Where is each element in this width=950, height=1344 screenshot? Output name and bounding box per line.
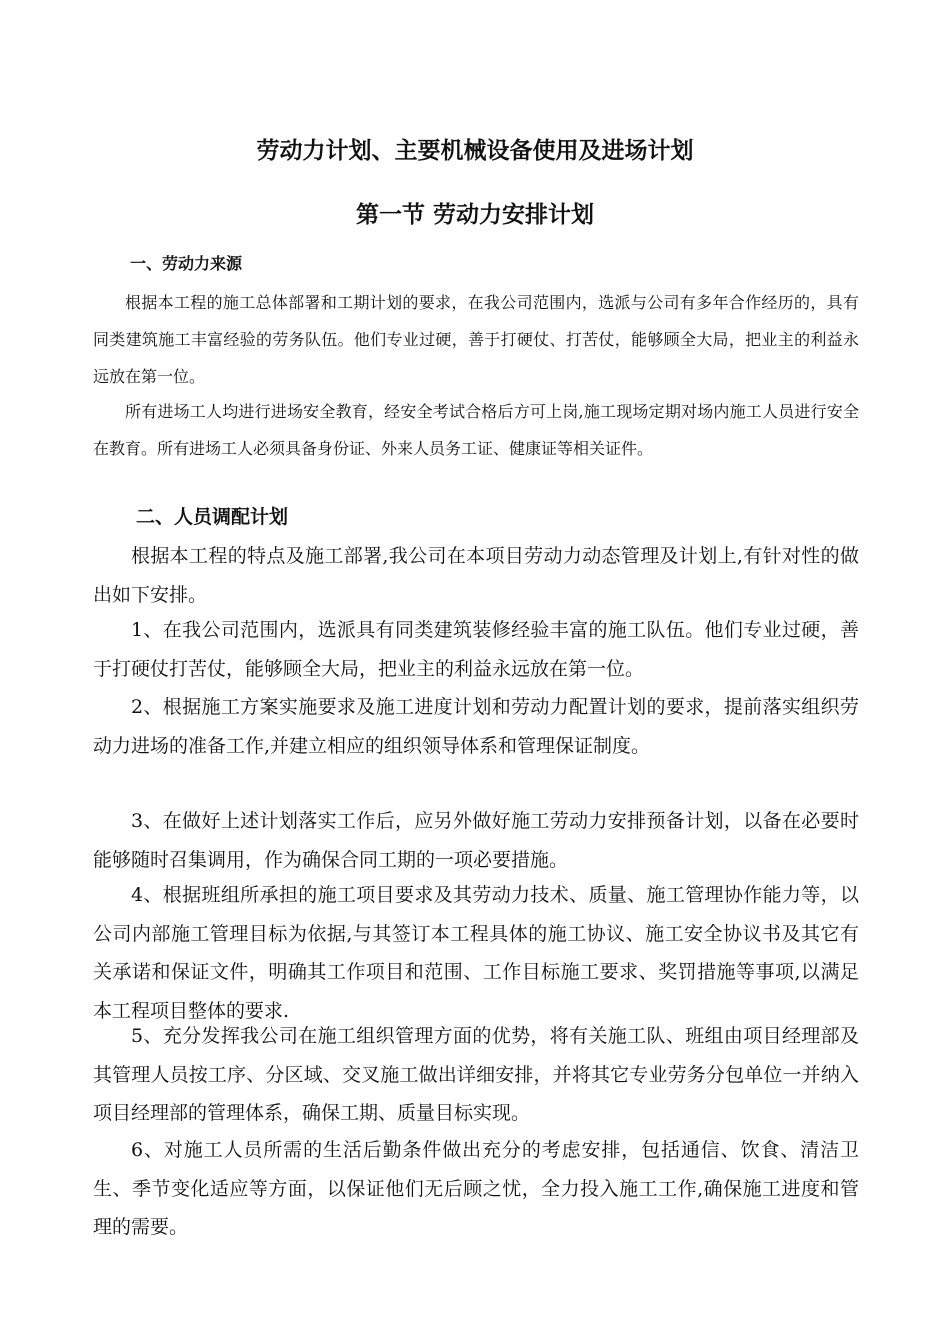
paragraph-staffing-item-1: 1、在我公司范围内，选派具有同类建筑装修经验丰富的施工队伍。他们专业过硬，善于打硬仗打苦仗，能够顾全大局，把业主的利益永远放在第一位。 xyxy=(93,619,859,680)
paragraph-staffing-item-5: 5、充分发挥我公司在施工组织管理方面的优势，将有关施工队、班组由项目经理部及其管理人员按工序、分区域、交叉施工做出详细安排，并将其它专业劳务分包单位一并纳入项目经理部的管理体系，确保工期、质量目标实现。 xyxy=(93,1025,859,1124)
paragraph-staffing-item-4: 4、根据班组所承担的施工项目要求及其劳动力技术、质量、施工管理协作能力等，以公司内部施工管理目标为依据,与其签订本工程具体的施工协议、施工安全协议书及其它有关承诺和保证文件，明确其工作项目和范围、工作目标施工要求、奖罚措施等事项,以满足本工程项目整体的要求. xyxy=(93,884,859,1022)
paragraph-labor-source-1: 根据本工程的施工总体部署和工期计划的要求，在我公司范围内，选派与公司有多年合作经历的，具有同类建筑施工丰富经验的劳务队伍。他们专业过硬，善于打硬仗、打苦仗，能够顾全大局，把业主的利益永远放在第一位。 xyxy=(93,293,859,386)
paragraph-staffing-item-6: 6、对施工人员所需的生活后勤条件做出充分的考虑安排，包括通信、饮食、清洁卫生、季节变化适应等方面，以保证他们无后顾之忧，全力投入施工工作,确保施工进度和管理的需要。 xyxy=(93,1139,859,1238)
document-title: 劳动力计划、主要机械设备使用及进场计划 xyxy=(256,137,694,164)
heading-labor-source: 一、劳动力来源 xyxy=(130,254,243,273)
heading-staffing-plan: 二、人员调配计划 xyxy=(136,506,289,528)
paragraph-staffing-intro: 根据本工程的特点及施工部署,我公司在本项目劳动力动态管理及计划上,有针对性的做出如下安排。 xyxy=(93,545,859,606)
paragraph-staffing-item-3: 3、在做好上述计划落实工作后，应另外做好施工劳动力安排预备计划，以备在必要时能够随时召集调用，作为确保合同工期的一项必要措施。 xyxy=(93,810,859,871)
paragraph-staffing-item-2: 2、根据施工方案实施要求及施工进度计划和劳动力配置计划的要求，提前落实组织劳动力进场的准备工作,并建立相应的组织领导体系和管理保证制度。 xyxy=(93,696,859,757)
section-title: 第一节 劳动力安排计划 xyxy=(355,201,594,228)
paragraph-labor-source-2: 所有进场工人均进行进场安全教育，经安全考试合格后方可上岗,施工现场定期对场内施工人员进行安全在教育。所有进场工人必须具备身份证、外来人员务工证、健康证等相关证件。 xyxy=(93,402,859,458)
